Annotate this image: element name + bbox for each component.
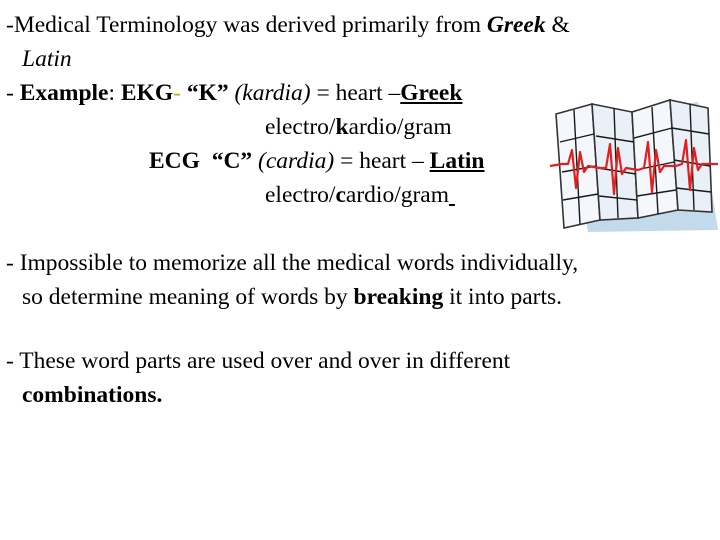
intro-line-1 <box>6 14 570 38</box>
bullet-2-prefix: so determine meaning of words by <box>22 284 354 310</box>
cardio-c: c <box>335 182 346 208</box>
bullet-2-bold: breaking <box>353 284 444 310</box>
intro-prefix: -Medical Terminology was derived primarily from <box>6 12 487 38</box>
bullet-3-line-2 <box>22 384 162 408</box>
ekg-abbrev: EKG <box>120 80 174 106</box>
cardio-part-1: electro/ <box>265 182 336 208</box>
ecg-abbrev: ECG <box>149 148 200 174</box>
ecg-line <box>149 150 485 174</box>
example-colon: : <box>108 80 121 106</box>
example-line <box>6 82 462 106</box>
kardio-part-2: ardio/gram <box>348 114 452 140</box>
bullet-3-line-1 <box>6 350 510 374</box>
example-label: Example <box>19 80 109 106</box>
bullet-3-text-1: - These word parts are used over and over in different <box>6 348 511 374</box>
ekg-separator: - <box>173 80 187 106</box>
intro-latin: Latin <box>22 46 72 72</box>
example-dash: - <box>6 80 20 106</box>
bullet-2-line-1 <box>6 252 578 276</box>
bullet-2-line-2 <box>22 286 562 310</box>
greek-lang: Greek <box>400 80 463 106</box>
intro-amp: & <box>545 12 570 38</box>
c-equals: = heart – <box>334 148 430 174</box>
kardio-breakdown <box>265 116 452 140</box>
kardio-part-1: electro/ <box>265 114 336 140</box>
bullet-2-suffix: it into parts. <box>443 284 563 310</box>
cardio-breakdown <box>265 184 455 208</box>
bullet-3-bold: combinations. <box>22 382 163 408</box>
k-equals: = heart – <box>310 80 401 106</box>
cardio-part-2: ardio/gram <box>345 182 450 208</box>
latin-lang: Latin <box>429 148 485 174</box>
kardia-word: (kardia) <box>234 80 311 106</box>
intro-line-2 <box>22 48 72 72</box>
intro-greek: Greek <box>486 12 546 38</box>
ecg-chart-map-icon <box>548 92 720 234</box>
k-quote: “K” <box>186 80 229 106</box>
kardio-k: k <box>335 114 349 140</box>
bullet-2-text-1: - Impossible to memorize all the medical words individually, <box>6 250 579 276</box>
c-quote: “C” <box>211 148 253 174</box>
cardio-trail <box>449 182 455 208</box>
cardia-word: (cardia) <box>258 148 335 174</box>
